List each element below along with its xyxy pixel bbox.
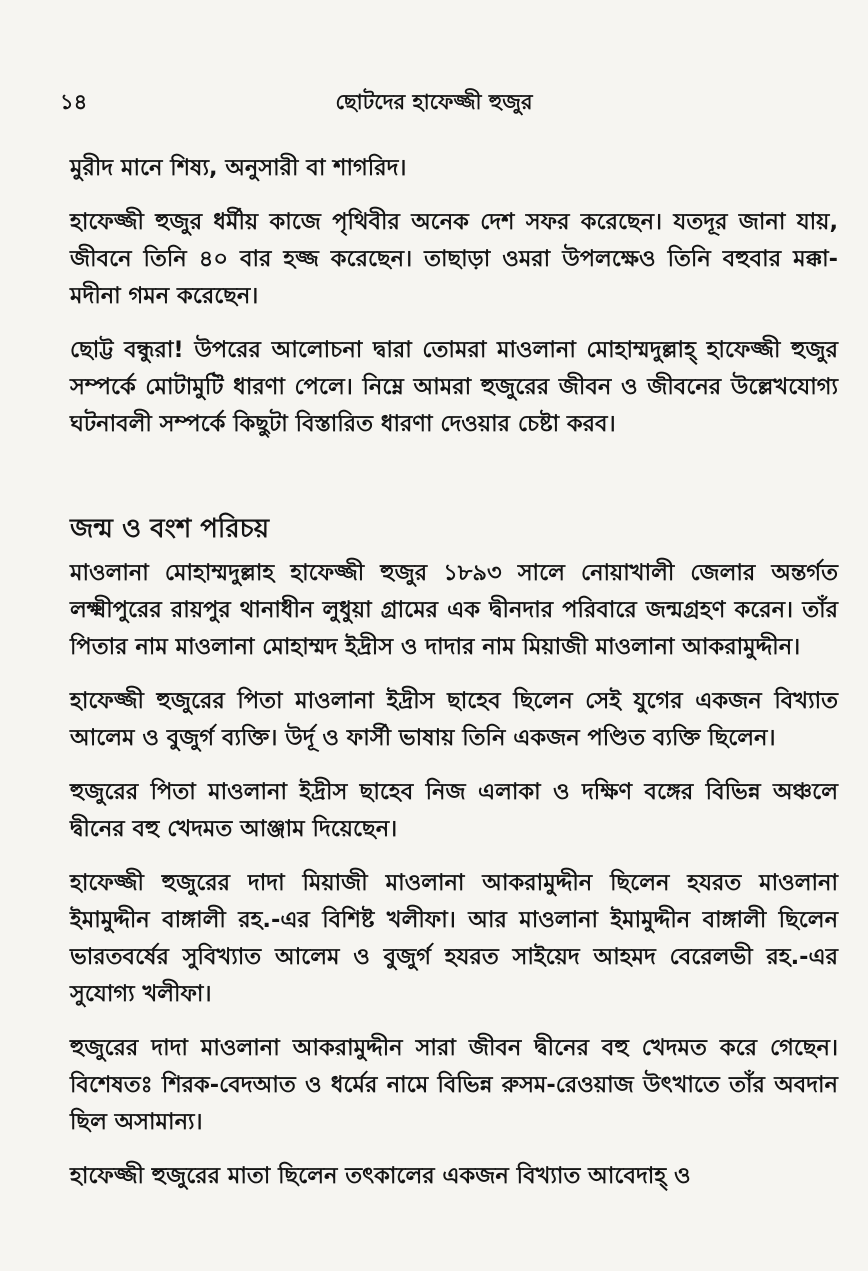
body-text <box>70 150 838 1212</box>
paragraph: হুজুরের দাদা মাওলানা আকরামুদ্দীন সারা জীবন দ্বীনের বহু খেদমত করে গেছেন। বিশেষতঃ শিরক-বেদআত ও ধর্মের নামে বিভিন্ন রুসম-রেওয়াজ উৎখাতে তাঁর অবদান ছিল অসামান্য। <box>70 1035 838 1135</box>
paragraph: মুরীদ মানে শিষ্য, অনুসারী বা শাগরিদ। <box>70 155 407 181</box>
paragraph: হাফেজ্জী হুজুরের দাদা মিয়াজী মাওলানা আকরামুদ্দীন ছিলেন হযরত মাওলানা ইমামুদ্দীন বাঙ্গালী রহ.-এর বিশিষ্ট খলীফা। আর মাওলানা ইমামুদ্দীন বাঙ্গালী ছিলেন ভারতবর্ষের সুবিখ্যাত আলেম ও বুজুর্গ হযরত সাইয়েদ আহমদ বেরেলভী রহ.-এর সুযোগ্য খলীফা। <box>70 870 838 1007</box>
paragraph: হাফেজ্জী হুজুর ধর্মীয় কাজে পৃথিবীর অনেক দেশ সফর করেছেন। যতদূর জানা যায়, জীবনে তিনি ৪০ বার হজ্জ করেছেন। তাছাড়া ওমরা উপলক্ষেও তিনি বহুবার মক্কা-মদীনা গমন করেছেন। <box>70 209 838 309</box>
page-header <box>60 86 808 120</box>
section-heading: জন্ম ও বংশ পরিচয় <box>70 514 270 544</box>
paragraph: হাফেজ্জী হুজুরের মাতা ছিলেন তৎকালের একজন বিখ্যাত আবেদাহ্ ও <box>70 1163 691 1189</box>
paragraph: হাফেজ্জী হুজুরের পিতা মাওলানা ইদ্রীস ছাহেব ছিলেন সেই যুগের একজন বিখ্যাত আলেম ও বুজুর্গ ব্যক্তি। উর্দূ ও ফার্সী ভাষায় তিনি একজন পণ্ডিত ব্যক্তি ছিলেন। <box>70 688 838 751</box>
running-title: ছোটদের হাফেজ্জী হুজুর <box>335 90 533 114</box>
paragraph: হুজুরের পিতা মাওলানা ইদ্রীস ছাহেব নিজ এলাকা ও দক্ষিণ বঙ্গের বিভিন্ন অঞ্চলে দ্বীনের বহু খেদমত আঞ্জাম দিয়েছেন। <box>70 779 838 842</box>
page-number: ১৪ <box>60 90 88 114</box>
paragraph: ছোট্ট বন্ধুরা! উপরের আলোচনা দ্বারা তোমরা মাওলানা মোহাম্মদুল্লাহ্ হাফেজ্জী হুজুর সম্পর্কে মোটামুটি ধারণা পেলে। নিম্নে আমরা হুজুরের জীবন ও জীবনের উল্লেখযোগ্য ঘটনাবলী সম্পর্কে কিছুটা বিস্তারিত ধারণা দেওয়ার চেষ্টা করব। <box>70 337 838 437</box>
paragraph: মাওলানা মোহাম্মদুল্লাহ হাফেজ্জী হুজুর ১৮৯৩ সালে নোয়াখালী জেলার অন্তর্গত লক্ষ্মীপুরের রায়পুর থানাধীন লুধুয়া গ্রামের এক দ্বীনদার পরিবারে জন্মগ্রহণ করেন। তাঁর পিতার নাম মাওলানা মোহাম্মদ ইদ্রীস ও দাদার নাম মিয়াজী মাওলানা আকরামুদ্দীন। <box>70 560 838 660</box>
